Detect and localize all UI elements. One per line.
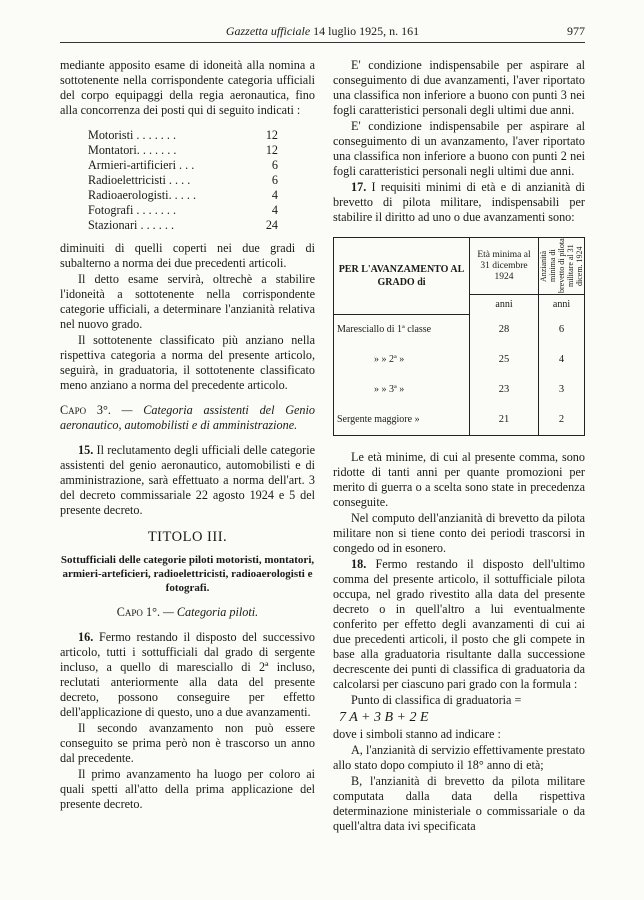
chapter-title: — Categoria piloti. xyxy=(163,605,259,619)
chapter-heading xyxy=(60,403,315,433)
article-number: 18. xyxy=(351,556,367,571)
chapter-label: Capo 3°. xyxy=(60,403,111,417)
paragraph: Il sottotenente classificato più anziano nella rispettiva categoria a norma del presente articolo, seguirà, in graduatoria, il sottotenente classificato meno anziano a norma del precedente articolo. xyxy=(60,333,315,392)
table-header-seniority: Anzianità minima di brevetto di pilota militare al 31 dicem. 1924 xyxy=(539,238,584,294)
article xyxy=(333,180,585,225)
table-cell-grade: Sergente maggiore » xyxy=(334,405,470,436)
roster-name: Montatori xyxy=(88,143,137,157)
roster-name: Fotografi xyxy=(88,203,134,217)
paragraph: Le età minime, di cui al presente comma, sono ridotte di tanti anni per quante promozioni per merito di guerra o a scelta sono state in precedenza conseguite. xyxy=(333,449,585,509)
roster-row: Radioelettricisti . . . . 6 xyxy=(88,173,278,187)
roster-value: 4 xyxy=(271,203,278,217)
table-cell-age: 25 xyxy=(470,345,539,375)
roster-value: 24 xyxy=(265,218,278,232)
chapter-title: — Categoria assistenti del Genio aeronautico, automobilisti e di amministrazione. xyxy=(60,403,316,432)
table-row xyxy=(334,314,585,345)
roster-name: Motoristi xyxy=(88,128,134,142)
table-cell-grade: » » 3ª » xyxy=(334,375,470,405)
paragraph: E' condizione indispensabile per aspirare al conseguimento di due avanzamenti, l'aver riportato una classifica non inferiore a buono con punti 3 nei fogli caratteristici personali degli ultimi due anni. xyxy=(333,58,585,117)
chapter-label: Capo 1°. xyxy=(116,605,160,619)
table-cell-age: 21 xyxy=(470,405,539,436)
article xyxy=(60,443,315,518)
paragraph: Punto di classifica di graduatoria = xyxy=(351,692,522,707)
paragraph: Nel computo dell'anzianità di brevetto da pilota militare non si tiene conto dei periodi trascorsi in congedo od in esonero. xyxy=(333,510,585,555)
table-unit: anni xyxy=(470,295,539,315)
header-date: 14 luglio 1925, n. 161 xyxy=(313,24,420,38)
paragraph: dove i simboli stanno ad indicare : xyxy=(333,726,501,741)
table-cell-grade: Maresciallo di 1ª classe xyxy=(334,314,470,345)
requirements-table xyxy=(333,237,585,436)
paragraph: Il secondo avanzamento non può essere conseguito se prima però non è trascorso un anno dal precedente. xyxy=(60,721,315,765)
table-cell-seniority: 3 xyxy=(539,375,585,405)
paragraph: Il primo avanzamento ha luogo per coloro ai quali spetti all'atto della prima applicazione del presente decreto. xyxy=(60,767,315,811)
paragraph: diminuiti di quelli coperti nei due gradi di subalterno a norma dei due precedenti articoli. xyxy=(60,241,315,270)
article-text: Fermo restando il disposto del successivo articolo, tutti i sottufficiali dal grado di sergente incluso, a quello di maresciallo di 2ª incluso, reclutati anteriormente alla data del presente decreto, possono conseguire per effetto dell'applicazione di questo, uno a due avanzamenti. xyxy=(60,630,316,719)
header-rule xyxy=(60,42,585,43)
paragraph: mediante apposito esame di idoneità alla nomina a sottotenente nella corrispondente categoria ufficiali del corpo equipaggi della regia aeronautica, fino alla concorrenza dei posti qui di seguito indicati : xyxy=(60,58,315,117)
table-cell-age: 28 xyxy=(470,314,539,345)
article xyxy=(333,557,585,692)
roster-name: Radioelettricisti xyxy=(88,173,166,187)
roster-value: 6 xyxy=(271,158,278,172)
paragraph: E' condizione indispensabile per aspirare al conseguimento di un avanzamento, l'aver riportato una classifica non inferiore a buono con punti 2 nei fogli caratteristici personali negli ultimi due anni. xyxy=(333,119,585,178)
header-title-line xyxy=(60,24,585,39)
roster-name: Radioaerologisti xyxy=(88,188,169,202)
article-number: 17. xyxy=(351,180,367,194)
table-cell-seniority: 4 xyxy=(539,345,585,375)
table-cell-seniority: 2 xyxy=(539,405,585,436)
left-column xyxy=(60,58,315,813)
table-header-age: Età minima al 31 dicembre 1924 xyxy=(470,238,539,295)
article-text: I requisiti minimi di età e di anzianità di brevetto di pilota militare, indispensabili per stabilire il diritto ad uno o due avanzamenti sono: xyxy=(333,180,586,224)
page-number: 977 xyxy=(567,24,585,38)
paragraph: A, l'anzianità di servizio effettivamente prestato allo stato dopo compiuto il 18° anno di età; xyxy=(333,742,585,772)
roster-name: Armieri-artificieri xyxy=(88,158,176,172)
page-header xyxy=(60,24,585,42)
formula: 7 A + 3 B + 2 E xyxy=(339,709,429,725)
roster-row: Radioaerologisti. . . . . 4 xyxy=(88,188,278,202)
roster-value: 6 xyxy=(271,173,278,187)
right-column xyxy=(333,58,585,835)
paragraph: B, l'anzianità di brevetto da pilota militare computata dalla data della rispettiva determinazione ministeriale o commissariale o da quell'altra data ivi specificata xyxy=(333,773,585,833)
table-header-grade: PER L'AVANZAMENTO AL GRADO di xyxy=(334,238,470,315)
roster-row: Armieri-artificieri . . . 6 xyxy=(88,158,278,172)
roster-value: 4 xyxy=(271,188,278,202)
article-number: 16. xyxy=(78,630,94,644)
table-row xyxy=(334,345,585,375)
roster-row: Stazionari . . . . . . 24 xyxy=(88,218,278,232)
roster-value: 12 xyxy=(265,128,278,142)
header-title: Gazzetta ufficiale xyxy=(225,24,311,38)
title-heading: TITOLO III. xyxy=(147,529,228,545)
table-cell-grade: » » 2ª » xyxy=(334,345,470,375)
roster-row: Montatori. . . . . . . 12 xyxy=(88,143,278,157)
article-text: Il reclutamento degli ufficiali delle categorie assistenti del genio aeronautico, automobilisti e di amministrazione, sarà effettuato a norma dell'art. 3 del decreto commissariale 22 agosto 1924 e 5 del presente decreto. xyxy=(60,443,316,517)
table-cell-seniority: 6 xyxy=(539,314,585,345)
table-cell-age: 23 xyxy=(470,375,539,405)
table-unit: anni xyxy=(539,295,585,315)
paragraph: Il detto esame servirà, oltrechè a stabilire l'idoneità a sottotenente nella corrispondente categorie ufficiali, a determinare l'anzianità relativa nel nuovo grado. xyxy=(60,272,315,331)
roster-row: Fotografi . . . . . . . 4 xyxy=(88,203,278,217)
roster-row: Motoristi . . . . . . . 12 xyxy=(88,128,278,142)
table-row xyxy=(334,405,585,436)
section-subheading: Sottufficiali delle categorie piloti motoristi, montatori, armieri-arteficieri, radioelettricisti, radioaerologisti e fotografi. xyxy=(60,554,315,594)
article xyxy=(60,630,315,720)
table-row xyxy=(334,375,585,405)
article-text: Fermo restando il disposto dell'ultimo comma del presente articolo, il sottufficiale pilota occupa, nel grado rivestito alla data del presente decreto o in quell'altro a lui eventualmente conferito per effetto degli avanzamenti di cui ai due precedenti articoli, il posto che gli compete in base alla graduatoria risultante dalla successione decrescente dei punti di classifica di graduatoria da calcolarsi per ciascuno pari grado con la formula : xyxy=(333,556,586,691)
chapter-heading xyxy=(60,605,315,620)
article-number: 15. xyxy=(78,443,94,457)
roster-name: Stazionari xyxy=(88,218,138,232)
roster-value: 12 xyxy=(265,143,278,157)
roster-list xyxy=(88,128,278,233)
